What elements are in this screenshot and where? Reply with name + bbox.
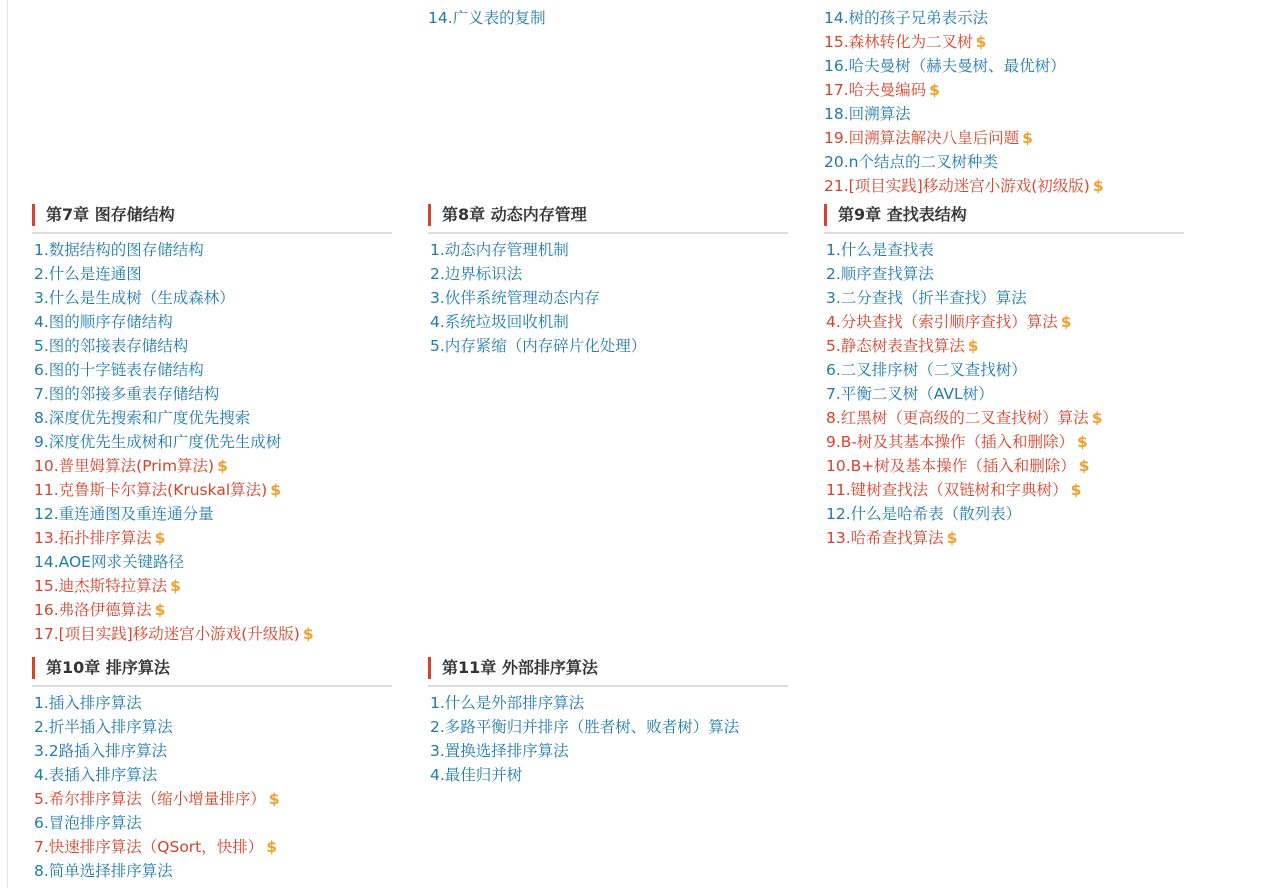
toc-link[interactable]	[32, 763, 392, 787]
chapter-11-section	[428, 653, 788, 787]
toc-link-label: 1.动态内存管理机制	[430, 241, 569, 259]
toc-link[interactable]	[822, 54, 1182, 78]
toc-link-label: 9.B-树及其基本操作（插入和删除）	[826, 433, 1075, 451]
toc-link-label: 4.分块查找（索引顺序查找）算法	[826, 313, 1058, 331]
toc-link-label: 2.折半插入排序算法	[34, 718, 173, 736]
toc-link[interactable]	[32, 310, 392, 334]
toc-link-label: 7.图的邻接多重表存储结构	[34, 385, 220, 403]
toc-link-label: 4.表插入排序算法	[34, 766, 158, 784]
toc-link-label: 4.系统垃圾回收机制	[430, 313, 569, 331]
toc-link-label: 1.什么是查找表	[826, 241, 934, 259]
accent-bar	[32, 657, 35, 679]
toc-link-label: 20.n个结点的二叉树种类	[824, 153, 998, 171]
chapter-header	[32, 200, 392, 234]
toc-list	[32, 238, 392, 646]
toc-link-label: 8.简单选择排序算法	[34, 862, 173, 880]
dollar-icon: $	[268, 790, 280, 808]
toc-link-label: 19.回溯算法解决八皇后问题	[824, 129, 1020, 147]
toc-link-label: 11.克鲁斯卡尔算法(Kruskal算法)	[34, 481, 268, 499]
chapter-title: 第8章 动态内存管理	[442, 205, 587, 224]
dollar-icon: $	[217, 457, 228, 475]
toc-link-label: 2.什么是连通图	[34, 265, 142, 283]
toc-link[interactable]	[32, 859, 392, 883]
dollar-icon: $	[1060, 313, 1072, 331]
toc-link-label: 5.内存紧缩（内存碎片化处理）	[430, 337, 647, 355]
toc-link-label: 3.伙伴系统管理动态内存	[430, 289, 600, 307]
toc-link[interactable]	[822, 102, 1182, 126]
dollar-icon: $	[967, 337, 979, 355]
toc-link[interactable]	[824, 262, 1184, 286]
toc-link-label: 8.红黑树（更高级的二叉查找树）算法	[826, 409, 1089, 427]
toc-link-paid[interactable]	[824, 454, 1184, 478]
chapter-9-section	[824, 200, 1184, 550]
toc-link-label: 3.置换选择排序算法	[430, 742, 569, 760]
accent-bar	[428, 204, 431, 226]
dollar-icon: $	[270, 481, 281, 499]
toc-link-paid[interactable]	[32, 787, 392, 811]
toc-link-label: 11.键树查找法（双链树和字典树）	[826, 481, 1068, 499]
toc-link-label: 12.重连通图及重连通分量	[34, 505, 214, 523]
toc-link-paid[interactable]	[822, 30, 1182, 54]
dollar-icon: $	[1078, 457, 1090, 475]
toc-link[interactable]	[428, 238, 788, 262]
toc-link-label: 1.数据结构的图存储结构	[34, 241, 204, 259]
toc-link[interactable]	[428, 334, 788, 358]
dollar-icon: $	[154, 529, 166, 547]
toc-link[interactable]	[32, 358, 392, 382]
chapter-header	[824, 200, 1184, 234]
toc-link[interactable]	[824, 238, 1184, 262]
toc-link-label: 13.哈希查找算法	[826, 529, 944, 547]
toc-link-label: 8.深度优先搜索和广度优先搜索	[34, 409, 251, 427]
toc-list	[428, 691, 788, 787]
toc-link-label: 6.冒泡排序算法	[34, 814, 142, 832]
toc-link-paid[interactable]	[32, 574, 392, 598]
toc-link-label: 3.2路插入排序算法	[34, 742, 168, 760]
chapter-header	[428, 200, 788, 234]
toc-link[interactable]	[32, 262, 392, 286]
toc-link-label: 6.图的十字链表存储结构	[34, 361, 204, 379]
toc-link-label: 9.深度优先生成树和广度优先生成树	[34, 433, 282, 451]
toc-link[interactable]	[32, 502, 392, 526]
toc-link[interactable]	[32, 406, 392, 430]
toc-link[interactable]	[32, 238, 392, 262]
toc-link-paid[interactable]	[32, 454, 392, 478]
toc-link-label: 17.[项目实践]移动迷宫小游戏(升级版)	[34, 625, 300, 643]
toc-link-label: 1.什么是外部排序算法	[430, 694, 585, 712]
chapter-10-section	[32, 653, 392, 883]
dollar-icon: $	[154, 601, 166, 619]
toc-link-paid[interactable]	[824, 310, 1184, 334]
dollar-icon: $	[1077, 433, 1088, 451]
toc-list	[428, 238, 788, 358]
toc-link-label: 3.二分查找（折半查找）算法	[826, 289, 1027, 307]
toc-link-label: 15.森林转化为二叉树	[824, 33, 973, 51]
toc-link-paid[interactable]	[32, 622, 392, 646]
dollar-icon: $	[929, 81, 940, 99]
chapter-header	[32, 653, 392, 687]
toc-link-label: 15.迪杰斯特拉算法	[34, 577, 168, 595]
dollar-icon: $	[266, 838, 278, 856]
toc-link-paid[interactable]	[822, 126, 1182, 150]
chapter-7-section	[32, 200, 392, 646]
toc-link[interactable]	[32, 430, 392, 454]
toc-list	[426, 6, 786, 30]
toc-link[interactable]	[32, 382, 392, 406]
toc-link[interactable]	[428, 262, 788, 286]
toc-link-paid[interactable]	[824, 334, 1184, 358]
toc-link-label: 17.哈夫曼编码	[824, 81, 927, 99]
dollar-icon: $	[170, 577, 181, 595]
prev-chapter-tail-right	[822, 6, 1182, 198]
toc-link-paid[interactable]	[824, 526, 1184, 550]
toc-link-paid[interactable]	[32, 526, 392, 550]
toc-link[interactable]	[822, 150, 1182, 174]
toc-link-label: 16.弗洛伊德算法	[34, 601, 152, 619]
toc-link[interactable]	[824, 358, 1184, 382]
toc-link-label: 21.[项目实践]移动迷宫小游戏(初级版)	[824, 177, 1090, 195]
accent-bar	[32, 204, 35, 226]
accent-bar	[428, 657, 431, 679]
toc-link[interactable]	[32, 550, 392, 574]
toc-list	[824, 238, 1184, 550]
toc-link-label: 18.回溯算法	[824, 105, 911, 123]
toc-link-label: 2.顺序查找算法	[826, 265, 934, 283]
chapter-title: 第11章 外部排序算法	[442, 658, 598, 677]
toc-link-label: 4.最佳归并树	[430, 766, 523, 784]
toc-link-label: 2.边界标识法	[430, 265, 523, 283]
toc-link-label: 7.快速排序算法（QSort，快排）	[34, 838, 264, 856]
toc-link-paid[interactable]	[32, 598, 392, 622]
toc-link-paid[interactable]	[822, 78, 1182, 102]
left-border	[7, 0, 8, 888]
chapter-title: 第9章 查找表结构	[838, 205, 967, 224]
dollar-icon: $	[1091, 409, 1103, 427]
toc-link-label: 7.平衡二叉树（AVL树）	[826, 385, 994, 403]
dollar-icon: $	[946, 529, 958, 547]
toc-link-paid[interactable]	[822, 174, 1182, 198]
prev-chapter-tail-middle	[426, 6, 786, 30]
toc-link[interactable]	[32, 715, 392, 739]
toc-link[interactable]	[32, 286, 392, 310]
dollar-icon: $	[1092, 177, 1104, 195]
toc-link-paid[interactable]	[824, 478, 1184, 502]
toc-link-paid[interactable]	[32, 835, 392, 859]
toc-link-label: 14.AOE网求关键路径	[34, 553, 184, 571]
toc-list	[32, 691, 392, 883]
toc-link-label: 14.广义表的复制	[428, 9, 546, 27]
dollar-icon: $	[302, 625, 314, 643]
toc-link[interactable]	[822, 6, 1182, 30]
dollar-icon: $	[1022, 129, 1033, 147]
toc-link-label: 14.树的孩子兄弟表示法	[824, 9, 989, 27]
chapter-title: 第7章 图存储结构	[46, 205, 175, 224]
toc-link[interactable]	[426, 6, 786, 30]
toc-link[interactable]	[428, 286, 788, 310]
toc-link-label: 4.图的顺序存储结构	[34, 313, 173, 331]
toc-link-label: 2.多路平衡归并排序（胜者树、败者树）算法	[430, 718, 740, 736]
dollar-icon: $	[975, 33, 987, 51]
toc-link-label: 3.什么是生成树（生成森林）	[34, 289, 235, 307]
toc-link[interactable]	[428, 691, 788, 715]
toc-link[interactable]	[32, 811, 392, 835]
chapter-header	[428, 653, 788, 687]
toc-link-label: 12.什么是哈希表（散列表）	[826, 505, 1022, 523]
toc-list	[822, 6, 1182, 198]
toc-link-label: 13.拓扑排序算法	[34, 529, 152, 547]
toc-link-paid[interactable]	[824, 406, 1184, 430]
toc-link-paid[interactable]	[32, 478, 392, 502]
toc-link[interactable]	[824, 286, 1184, 310]
toc-link[interactable]	[428, 739, 788, 763]
accent-bar	[824, 204, 827, 226]
toc-link-paid[interactable]	[824, 430, 1184, 454]
toc-link-label: 10.B+树及基本操作（插入和删除）	[826, 457, 1076, 475]
toc-link[interactable]	[428, 763, 788, 787]
chapter-8-section	[428, 200, 788, 358]
toc-link-label: 16.哈夫曼树（赫夫曼树、最优树）	[824, 57, 1066, 75]
chapter-title: 第10章 排序算法	[46, 658, 170, 677]
toc-link-label: 10.普里姆算法(Prim算法)	[34, 457, 215, 475]
toc-link[interactable]	[824, 502, 1184, 526]
toc-link[interactable]	[32, 334, 392, 358]
toc-link[interactable]	[32, 739, 392, 763]
toc-link-label: 5.静态树表查找算法	[826, 337, 965, 355]
toc-link[interactable]	[428, 715, 788, 739]
toc-link[interactable]	[32, 691, 392, 715]
toc-link-label: 1.插入排序算法	[34, 694, 142, 712]
toc-link-label: 6.二叉排序树（二叉查找树）	[826, 361, 1027, 379]
dollar-icon: $	[1070, 481, 1082, 499]
toc-link-label: 5.图的邻接表存储结构	[34, 337, 189, 355]
toc-link[interactable]	[824, 382, 1184, 406]
toc-link-label: 5.希尔排序算法（缩小增量排序）	[34, 790, 266, 808]
toc-link[interactable]	[428, 310, 788, 334]
